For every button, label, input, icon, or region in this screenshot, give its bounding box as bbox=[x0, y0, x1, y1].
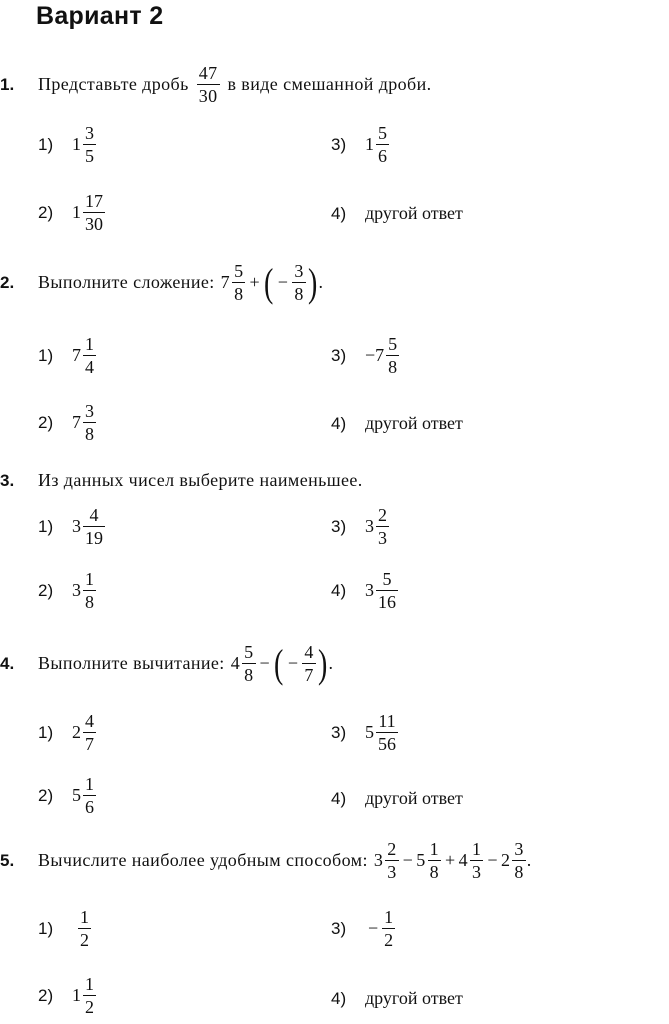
page-title: Вариант 2 bbox=[36, 2, 164, 30]
question-2: 2. Выполните сложение: 7 $\frac{5}{8}$ + ( − $\frac{3}{8}$ ) . bbox=[0, 259, 324, 305]
q3-option-2[interactable]: 2) 3 $\frac{1}{8}$ bbox=[38, 569, 94, 612]
question-number: 4. bbox=[0, 653, 15, 673]
question-number: 3. bbox=[0, 470, 15, 490]
q5-option-3[interactable]: 3) − $\frac{1}{2}$ bbox=[331, 907, 394, 950]
q2-option-3[interactable]: 3) −7 $\frac{5}{8}$ bbox=[331, 334, 398, 377]
q4-option-4[interactable]: 4) другой ответ bbox=[331, 788, 463, 808]
question-text: Выполните вычитание: bbox=[38, 653, 225, 673]
q5-option-2[interactable]: 2) 1 $\frac{1}{2}$ bbox=[38, 974, 94, 1017]
q3-option-4[interactable]: 4) 3 $\frac{5}{16}$ bbox=[331, 569, 396, 612]
question-number: 2. bbox=[0, 272, 15, 292]
question-number: 1. bbox=[0, 74, 15, 94]
question-4: 4. Выполните вычитание: 4 $\frac{5}{8}$ − ( − $\frac{4}{7}$ ) . bbox=[0, 640, 334, 686]
q3-option-3[interactable]: 3) 3 $\frac{2}{3}$ bbox=[331, 505, 387, 548]
question-text: Вычислите наиболее удобным способом: bbox=[38, 850, 368, 870]
question-1 bbox=[0, 64, 432, 105]
q1-option-4[interactable]: 4) другой ответ bbox=[331, 203, 463, 223]
q5-option-1[interactable]: 1) $\frac{1}{2}$ bbox=[38, 907, 89, 950]
question-text-end: в виде смешанной дроби. bbox=[227, 74, 432, 94]
q2-option-1[interactable]: 1) 7 $\frac{1}{4}$ bbox=[38, 334, 94, 377]
q4-option-1[interactable]: 1) 2 $\frac{4}{7}$ bbox=[38, 711, 94, 754]
question-text: Из данных чисел выберите наименьшее. bbox=[38, 470, 363, 490]
q1-option-2[interactable]: 2) 1 $\frac{17}{30}$ bbox=[38, 191, 103, 234]
question-number: 5. bbox=[0, 850, 15, 870]
q4-option-3[interactable]: 3) 5 $\frac{11}{56}$ bbox=[331, 711, 396, 754]
q3-option-1[interactable]: 1) 3 $\frac{4}{19}$ bbox=[38, 505, 103, 548]
question-text: Представьте дробь bbox=[38, 74, 189, 94]
q5-option-4[interactable]: 4) другой ответ bbox=[331, 988, 463, 1008]
q4-option-2[interactable]: 2) 5 $\frac{1}{6}$ bbox=[38, 774, 94, 817]
fraction-47-30: $\frac{47}{30}$ bbox=[198, 63, 218, 106]
q1-option-3[interactable]: 3) 1 $\frac{5}{6}$ bbox=[331, 123, 387, 166]
question-5: 5. Вычислите наиболее удобным способом: 3 $\frac{2}{3}$ − 5 $\frac{1}{8}$ + 4 $\frac{1}{3}$ − 2 $\frac{3}{8}$ . bbox=[0, 839, 532, 882]
question-3 bbox=[0, 470, 363, 491]
q2-option-2[interactable]: 2) 7 $\frac{3}{8}$ bbox=[38, 401, 94, 444]
question-text: Выполните сложение: bbox=[38, 272, 215, 292]
q1-option-1[interactable]: 1) 1 $\frac{3}{5}$ bbox=[38, 123, 94, 166]
q2-option-4[interactable]: 4) другой ответ bbox=[331, 413, 463, 433]
